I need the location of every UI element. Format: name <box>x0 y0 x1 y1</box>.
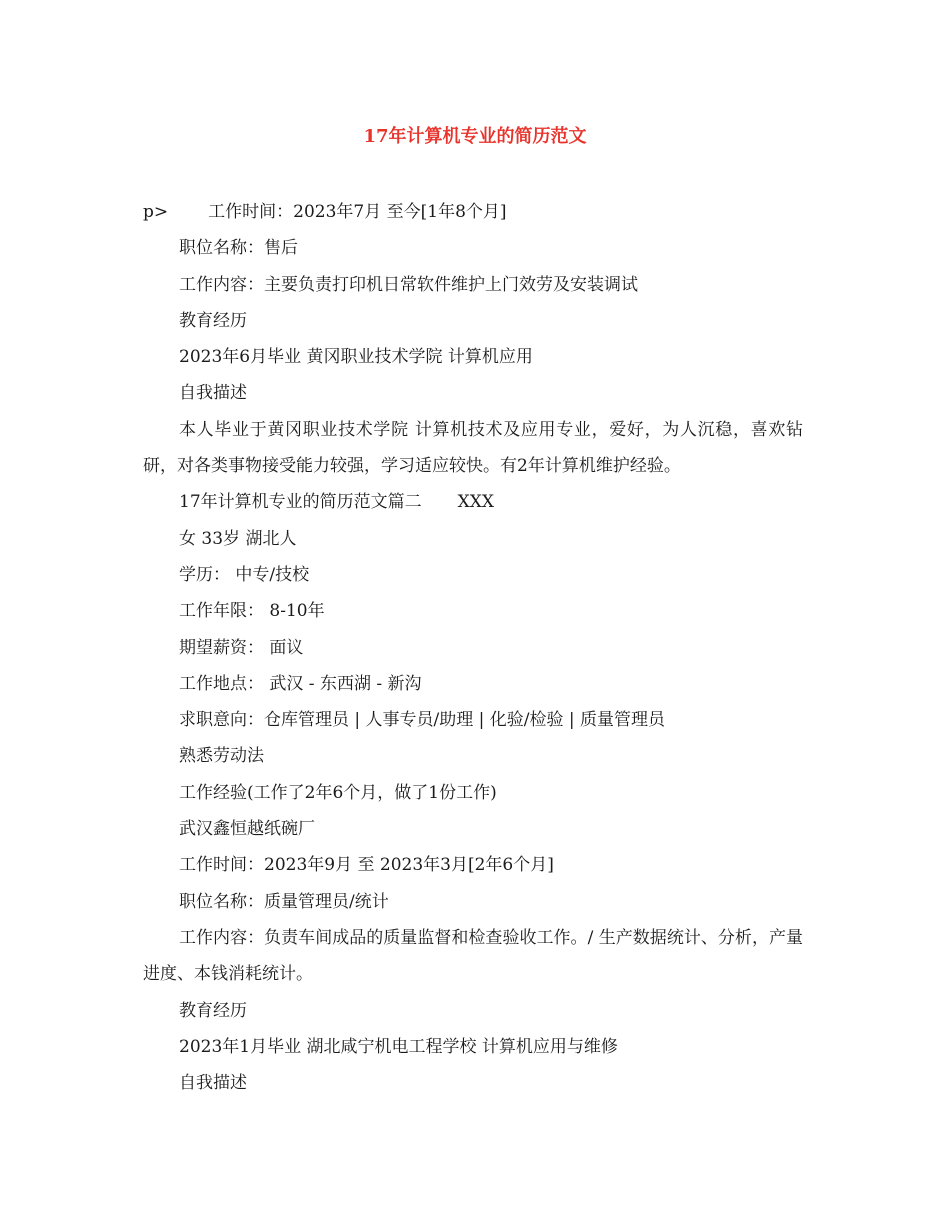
job1-position: 职位名称：售后 <box>179 238 298 259</box>
self1-text: 本人毕业于黄冈职业技术学院 计算机技术及应用专业，爱好，为人沉稳，喜欢钻研，对各类事物接受能力较强，学习适应较快。有2年计算机维护经验。 <box>143 419 803 477</box>
document-title: 17年计算机专业的简历范文 <box>363 126 587 147</box>
job1-time-line <box>143 194 803 230</box>
resume2-salary: 期望薪资： 面议 <box>179 637 304 658</box>
job1-time: 工作时间：2023年7月 至今[1年8个月] <box>208 202 507 222</box>
resume2-experience: 工作经验(工作了2年6个月，做了1份工作) <box>179 782 497 803</box>
resume2-heading-line <box>143 484 803 520</box>
resume2-company: 武汉鑫恒越纸碗厂 <box>179 819 315 840</box>
resume2-content: 工作内容：负责车间成品的质量监督和检查验收工作。/ 生产数据统计、分析，产量进度、本钱消耗统计。 <box>143 927 803 985</box>
resume2-edu-heading: 教育经历 <box>179 1000 247 1021</box>
resume2-heading: 17年计算机专业的简历范文篇二 <box>179 492 422 513</box>
edu1-entry: 2023年6月毕业 黄冈职业技术学院 计算机应用 <box>179 347 533 368</box>
resume2-intention: 求职意向：仓库管理员 | 人事专员/助理 | 化验/检验 | 质量管理员 <box>179 710 666 731</box>
resume2-skill: 熟悉劳动法 <box>179 746 264 767</box>
resume2-location: 工作地点： 武汉 - 东西湖 - 新沟 <box>179 673 422 694</box>
resume2-basic: 女 33岁 湖北人 <box>179 528 297 549</box>
resume2-education: 学历： 中专/技校 <box>179 564 310 585</box>
resume2-name: XXX <box>457 492 494 513</box>
stray-prefix: p> <box>143 202 169 222</box>
resume2-years: 工作年限： 8-10年 <box>179 601 325 622</box>
edu1-heading: 教育经历 <box>179 310 247 331</box>
resume2-time: 工作时间：2023年9月 至 2023年3月[2年6个月] <box>179 855 554 876</box>
resume2-position: 职位名称：质量管理员/统计 <box>179 891 389 912</box>
document-body <box>143 194 803 1101</box>
job1-content: 工作内容：主要负责打印机日常软件维护上门效劳及安装调试 <box>179 274 638 295</box>
self1-heading: 自我描述 <box>179 383 247 404</box>
resume2-self-heading: 自我描述 <box>179 1073 247 1094</box>
resume2-edu-entry: 2023年1月毕业 湖北咸宁机电工程学校 计算机应用与维修 <box>179 1036 618 1057</box>
